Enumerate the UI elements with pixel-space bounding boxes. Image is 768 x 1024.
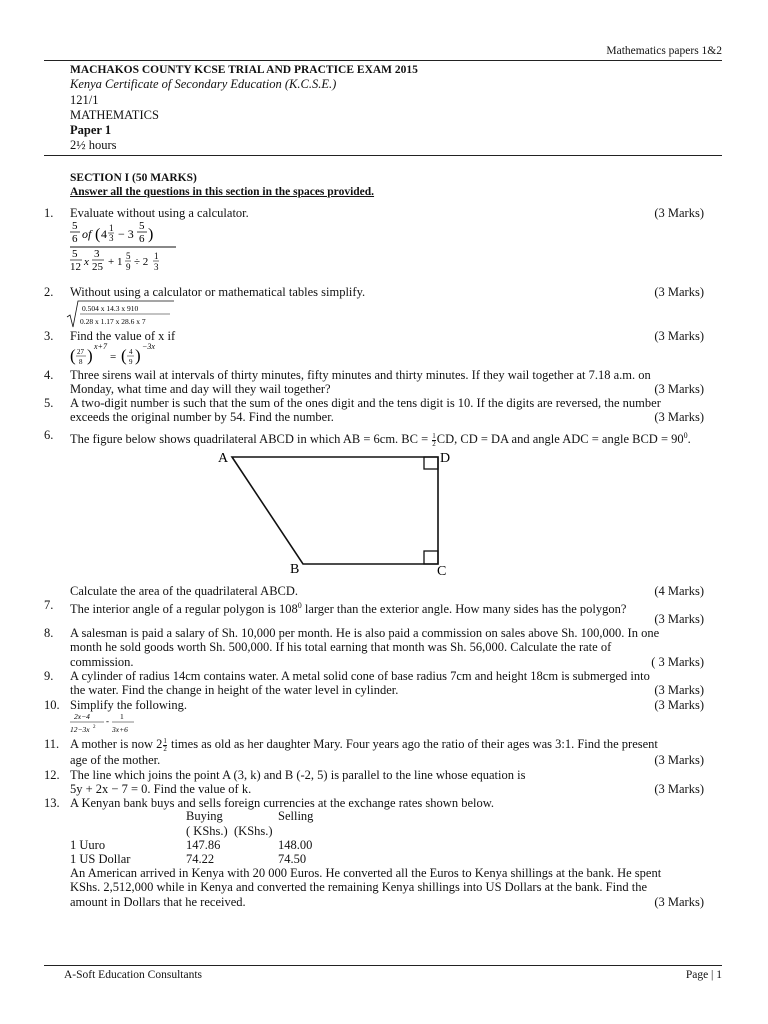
table-cell-selling: 148.00 <box>278 838 313 852</box>
question-text: 5y + 2x − 7 = 0. Find the value of k. <box>70 782 252 796</box>
q6-text-part-1: The figure below shows quadrilateral ABCD in which AB = 6cm. BC = <box>70 432 432 447</box>
svg-text:5: 5 <box>126 251 131 261</box>
page-number: Page | 1 <box>685 969 722 981</box>
question-marks: (3 Marks) <box>654 285 704 299</box>
svg-text:=: = <box>110 351 117 363</box>
question-text: amount in Dollars that he received. <box>70 895 246 909</box>
q1-expression <box>68 218 188 274</box>
svg-text:27: 27 <box>77 348 84 356</box>
svg-text:2: 2 <box>93 725 96 730</box>
question-number: 1. <box>44 206 54 220</box>
svg-text:6: 6 <box>72 233 78 245</box>
vertex-label-b: B <box>290 562 300 577</box>
question-marks: ( 3 Marks) <box>651 655 704 669</box>
question-number: 13. <box>44 796 60 810</box>
svg-text:0.28 x 1.17 x 28.6 x 7: 0.28 x 1.17 x 28.6 x 7 <box>80 317 146 326</box>
running-header: Mathematics papers 1&2 <box>606 45 722 57</box>
q6-text-part-3: . <box>687 432 691 447</box>
svg-text:12−3x: 12−3x <box>70 725 90 734</box>
question-marks: (3 Marks) <box>654 612 704 626</box>
table-subheader-buying: ( KShs.) <box>186 824 228 838</box>
svg-text:3x+6: 3x+6 <box>112 725 128 734</box>
vertex-label-c: C <box>437 564 447 579</box>
q11-text-part-1: A mother is now 2 <box>70 737 163 751</box>
svg-text:−3x: −3x <box>142 342 155 351</box>
question-text: Monday, what time and day will they wail together? <box>70 382 331 396</box>
question-marks: (3 Marks) <box>654 683 704 697</box>
question-text: age of the mother. <box>70 753 161 767</box>
q7-text-part-2: larger than the exterior angle. How many sides has the polygon? <box>301 602 627 617</box>
question-number: 7. <box>44 598 54 612</box>
paper-code: 121/1 <box>70 93 99 107</box>
question-text: commission. <box>70 655 134 669</box>
question-text: A two-digit number is such that the sum of the ones digit and the tens digit is 10. If the digits are reversed, the number <box>70 396 661 410</box>
question-text: Evaluate without using a calculator. <box>70 206 249 220</box>
question-text: Calculate the area of the quadrilateral ABCD. <box>70 584 299 598</box>
question-number: 5. <box>44 396 54 410</box>
section-instruction: Answer all the questions in this section in the spaces provided. <box>70 186 375 198</box>
question-number: 12. <box>44 768 60 782</box>
question-text: The line which joins the point A (3, k) and B (-2, 5) is parallel to the line whose equation is <box>70 768 526 782</box>
q10-expression <box>68 710 148 736</box>
degree-sign: 0 <box>297 601 302 610</box>
quadrilateral-figure <box>210 444 460 580</box>
header-bottom-rule <box>44 155 722 156</box>
question-text <box>70 737 658 753</box>
question-number: 11. <box>44 737 60 751</box>
question-marks: (3 Marks) <box>654 382 704 396</box>
svg-text:1: 1 <box>120 712 124 721</box>
question-marks: (3 Marks) <box>654 698 704 712</box>
svg-text:-: - <box>106 716 109 726</box>
svg-text:3: 3 <box>109 233 114 243</box>
table-cell-buying: 74.22 <box>186 852 215 866</box>
svg-text:÷ 2: ÷ 2 <box>134 256 149 268</box>
question-marks: (3 Marks) <box>654 206 704 220</box>
question-text: A Kenyan bank buys and sells foreign currencies at the exchange rates shown below. <box>70 796 495 810</box>
question-text: Find the value of x if <box>70 329 176 343</box>
question-marks: (3 Marks) <box>654 895 704 909</box>
subject: MATHEMATICS <box>70 108 159 122</box>
svg-text:9: 9 <box>129 358 133 366</box>
table-cell-currency: 1 Uuro <box>70 838 106 852</box>
question-number: 10. <box>44 698 60 712</box>
question-number: 4. <box>44 368 54 382</box>
svg-text:x: x <box>84 256 89 268</box>
question-text <box>70 598 626 617</box>
fraction-half: $\frac{1}{2}$ <box>432 431 436 448</box>
q6-text-part-2: CD, CD = DA and angle ADC = angle BCD = 90 <box>436 432 684 447</box>
table-subheader-selling: (KShs.) <box>234 824 273 838</box>
paper-number: Paper 1 <box>70 123 112 137</box>
question-number: 9. <box>44 669 54 683</box>
question-text: Simplify the following. <box>70 698 188 712</box>
question-text: exceeds the original number by 54. Find the number. <box>70 410 334 424</box>
svg-text:5: 5 <box>72 220 78 232</box>
vertex-label-d: D <box>440 451 451 466</box>
table-header-buying: Buying <box>186 809 223 823</box>
svg-text:of: of <box>82 227 92 241</box>
svg-text:6: 6 <box>139 233 145 245</box>
svg-text:5: 5 <box>139 220 145 232</box>
svg-text:2x−4: 2x−4 <box>74 712 90 721</box>
question-marks: (3 Marks) <box>654 753 704 767</box>
question-text: A cylinder of radius 14cm contains water. A metal solid cone of base radius 7cm and height 18cm is submerged into <box>70 669 650 683</box>
question-marks: (3 Marks) <box>654 329 704 343</box>
svg-text:1: 1 <box>109 223 114 233</box>
svg-text:25: 25 <box>92 261 103 273</box>
fraction-half: $\frac{1}{2}$ <box>163 736 167 753</box>
question-text: KShs. 2,512,000 while in Kenya and converted the remaining Kenya shillings into US Dollars at the bank. Find the <box>70 880 647 894</box>
svg-text:): ) <box>148 226 154 243</box>
vertex-label-a: A <box>218 451 229 466</box>
question-number: 2. <box>44 285 54 299</box>
svg-text:12: 12 <box>70 261 81 273</box>
svg-text:4: 4 <box>129 348 133 356</box>
svg-text:5: 5 <box>72 248 78 260</box>
footer-publisher: A-Soft Education Consultants <box>64 969 202 981</box>
table-header-selling: Selling <box>278 809 314 823</box>
q2-expression <box>66 299 176 329</box>
svg-text:x+7: x+7 <box>94 342 107 351</box>
header-rule <box>44 60 722 61</box>
svg-text:3: 3 <box>154 262 159 272</box>
svg-text:0.504 x 14.3 x 910: 0.504 x 14.3 x 910 <box>82 304 139 313</box>
table-cell-currency: 1 US Dollar <box>70 852 131 866</box>
svg-text:8: 8 <box>79 358 83 366</box>
svg-text:(: ( <box>70 346 76 365</box>
svg-text:(: ( <box>95 226 101 243</box>
q7-text-part-1: The interior angle of a regular polygon is 108 <box>70 602 298 617</box>
question-text: month he sold goods worth Sh. 500,000. If his total earning that month was Sh. 56,000. Calculate the rate of <box>70 640 612 654</box>
question-number: 3. <box>44 329 54 343</box>
question-marks: (3 Marks) <box>654 410 704 424</box>
svg-text:1: 1 <box>154 251 159 261</box>
svg-text:): ) <box>135 346 141 365</box>
degree-sign: 0 <box>683 431 688 440</box>
svg-text:4: 4 <box>101 227 107 241</box>
q3-equation <box>68 341 168 369</box>
question-text: the water. Find the change in height of the water level in cylinder. <box>70 683 399 697</box>
question-text: A salesman is paid a salary of Sh. 10,000 per month. He is also paid a commission on sales above Sh. 100,000. In one <box>70 626 660 640</box>
svg-text:(: ( <box>121 346 127 365</box>
question-text: Without using a calculator or mathematical tables simplify. <box>70 285 366 299</box>
question-number: 6. <box>44 428 54 442</box>
question-text: An American arrived in Kenya with 20 000 Euros. He converted all the Euros to Kenya shillings at the bank. He spent <box>70 866 662 880</box>
q11-text-part-2: times as old as her daughter Mary. Four years ago the ratio of their ages was 3:1. Find the present <box>167 737 658 751</box>
question-text: Three sirens wail at intervals of thirty minutes, fifty minutes and thirty minutes. If they wail together at 7.18 a.m. on <box>70 368 651 382</box>
table-cell-buying: 147.86 <box>186 838 221 852</box>
svg-text:+ 1: + 1 <box>108 256 123 268</box>
footer-rule <box>44 965 722 966</box>
certificate-line: Kenya Certificate of Secondary Education (K.C.S.E.) <box>70 77 337 91</box>
svg-text:3: 3 <box>94 248 100 260</box>
exam-title: MACHAKOS COUNTY KCSE TRIAL AND PRACTICE EXAM 2015 <box>70 64 418 76</box>
table-cell-selling: 74.50 <box>278 852 307 866</box>
duration: 2½ hours <box>70 138 117 152</box>
question-marks: (4 Marks) <box>654 584 704 598</box>
question-marks: (3 Marks) <box>654 782 704 796</box>
question-number: 8. <box>44 626 54 640</box>
section-title: SECTION I (50 MARKS) <box>70 172 197 184</box>
svg-text:): ) <box>87 346 93 365</box>
svg-text:− 3: − 3 <box>118 227 134 241</box>
svg-text:9: 9 <box>126 262 131 272</box>
